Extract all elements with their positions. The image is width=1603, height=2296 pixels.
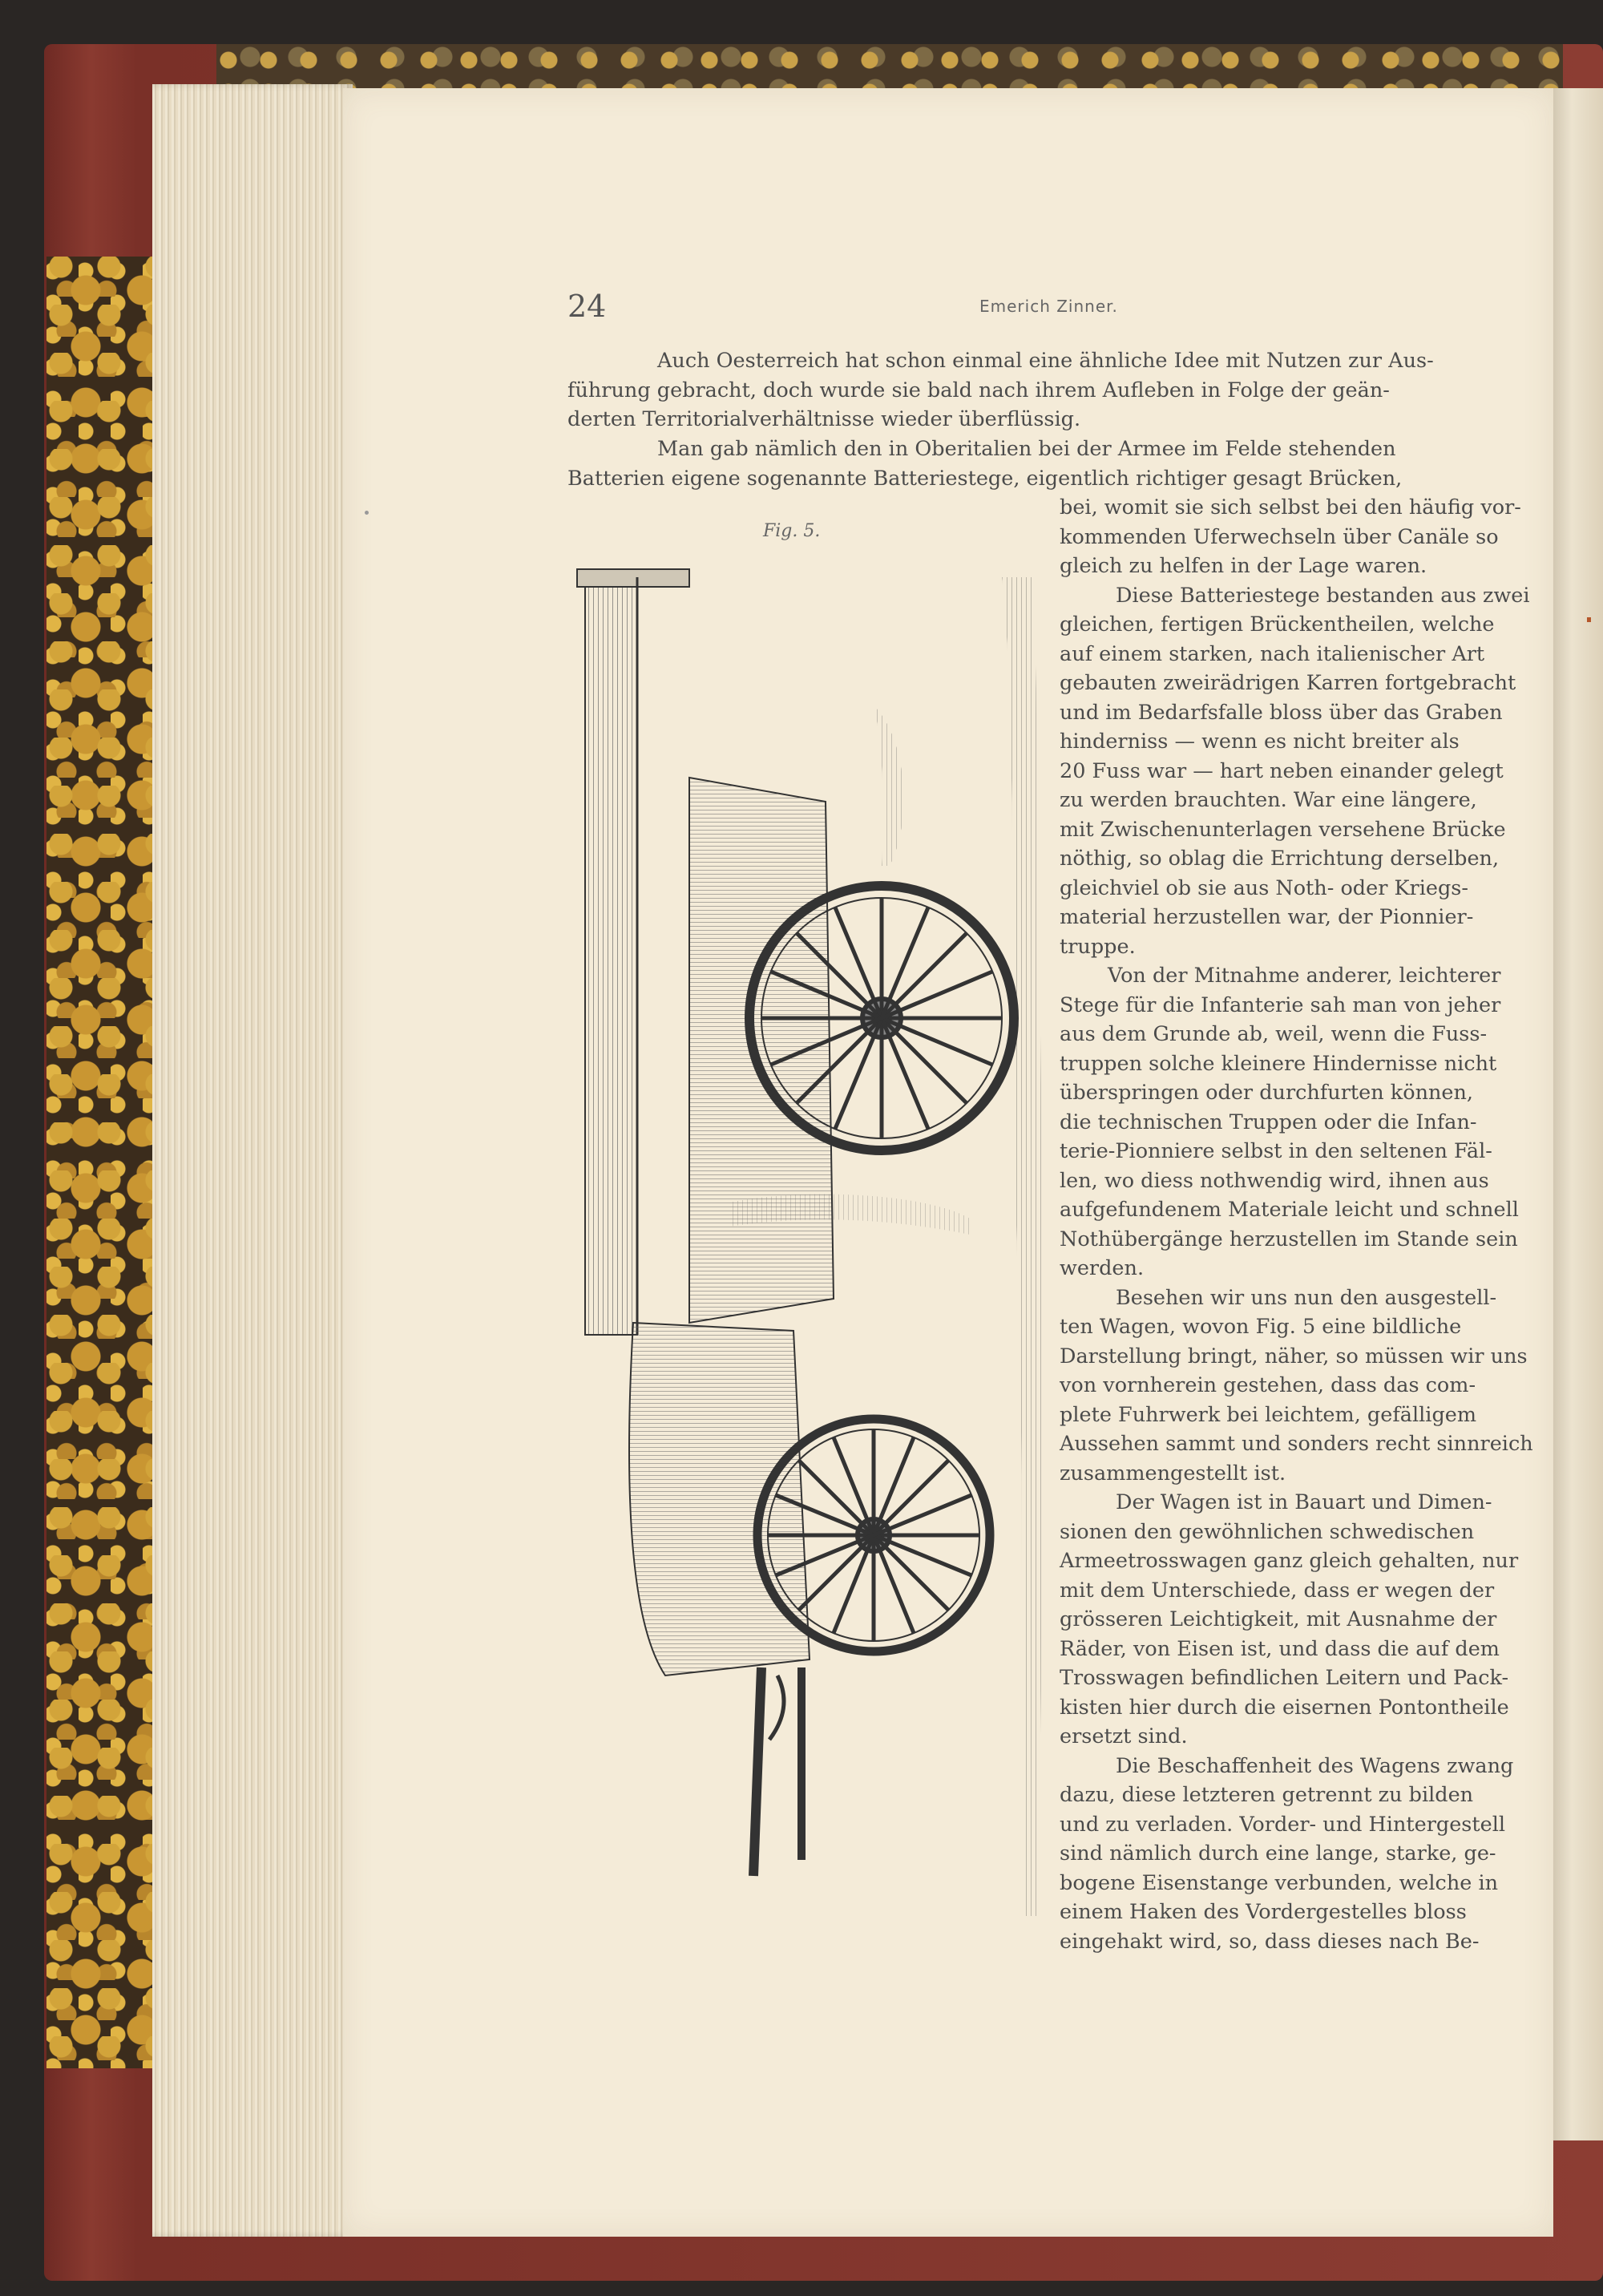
text-line: material herzustellen war, der Pionnier- (1060, 905, 1474, 929)
text-line: Auch Oesterreich hat schon einmal eine ähnliche Idee mit Nutzen zur Aus- (657, 349, 1434, 373)
text-line: überspringen oder durchfurten können, (1060, 1081, 1474, 1105)
facing-page-edge (1551, 88, 1603, 2140)
text-line: Man gab nämlich den in Oberitalien bei der Armee im Felde stehenden (657, 437, 1396, 461)
text-line: truppe. (1060, 934, 1136, 959)
wagon-illustration (569, 561, 1050, 1924)
text-line: Der Wagen ist in Bauart und Dimen- (1116, 1490, 1492, 1514)
text-line: sind nämlich durch eine lange, starke, ge- (1060, 1841, 1496, 1866)
text-line: Stege für die Infanterie sah man von jeher (1060, 992, 1501, 1017)
text-line: zu werden brauchten. War eine längere, (1060, 788, 1477, 812)
text-line: Von der Mitnahme anderer, leichterer (1108, 964, 1501, 988)
text-line: kisten hier durch die eisernen Pontontheile (1060, 1695, 1509, 1720)
text-line: aus dem Grunde ab, weil, wenn die Fuss- (1060, 1022, 1488, 1046)
text-line: auf einem starken, nach italienischer Art (1060, 641, 1485, 666)
text-line: bei, womit sie sich selbst bei den häufig vor- (1060, 495, 1521, 519)
text-line: von vornherein gestehen, dass das com- (1060, 1373, 1476, 1397)
text-line: zusammengestellt ist. (1060, 1461, 1286, 1486)
text-line: gleichen, fertigen Brückentheilen, welche (1060, 612, 1495, 637)
marbled-edge (46, 257, 155, 2068)
text-line: eingehakt wird, so, dass dieses nach Be- (1060, 1929, 1480, 1954)
marbled-endpaper-top (216, 44, 1563, 92)
page-number: 24 (567, 289, 607, 324)
text-line: ersetzt sind. (1060, 1724, 1188, 1748)
text-line: Batterien eigene sogenannte Batteriestege, eigentlich richtiger gesagt Brücken, (567, 466, 1403, 491)
text-line: Darstellung bringt, näher, so müssen wir uns (1060, 1344, 1528, 1368)
specks (365, 511, 369, 515)
text-line: gebauten zweirädrigen Karren fortgebracht (1060, 671, 1516, 695)
text-line: nöthig, so oblag die Errichtung derselben, (1060, 847, 1500, 871)
text-line: len, wo diess nothwendig wird, ihnen aus (1060, 1168, 1489, 1193)
text-line: sionen den gewöhnlichen schwedischen (1060, 1519, 1475, 1544)
text-line: Räder, von Eisen ist, und dass die auf dem (1060, 1636, 1500, 1661)
text-line: kommenden Uferwechseln über Canäle so (1060, 524, 1499, 549)
text-line: gleich zu helfen in der Lage waren. (1060, 554, 1427, 578)
text-line: ten Wagen, wovon Fig. 5 eine bildliche (1060, 1315, 1462, 1339)
text-line: hinderniss — wenn es nicht breiter als (1060, 730, 1460, 754)
text-line: 20 Fuss war — hart neben einander gelegt (1060, 758, 1504, 783)
text-line: werden. (1060, 1256, 1145, 1280)
text-line: und im Bedarfsfalle bloss über das Graben (1060, 700, 1503, 725)
text-line: grösseren Leichtigkeit, mit Ausnahme der (1060, 1607, 1497, 1631)
figure-label: Fig. 5. (763, 521, 821, 541)
text-line: und zu verladen. Vorder- und Hintergestell (1060, 1812, 1506, 1837)
text-line: terie-Pionniere selbst in den seltenen Fäl- (1060, 1139, 1492, 1163)
running-title: Emerich Zinner. (979, 297, 1118, 316)
text-line: truppen solche kleinere Hindernisse nicht (1060, 1051, 1497, 1076)
text-line: aufgefundenem Materiale leicht und schnell (1060, 1198, 1519, 1222)
text-line: bogene Eisenstange verbunden, welche in (1060, 1870, 1499, 1895)
text-line: plete Fuhrwerk bei leichtem, gefälligem (1060, 1402, 1477, 1427)
text-line: Diese Batteriestege bestanden aus zwei (1116, 583, 1530, 608)
column-text (1060, 493, 1533, 1956)
paragraph-1 (567, 346, 1525, 435)
text-line: Aussehen sammt und sonders recht sinnreich (1060, 1432, 1533, 1456)
text-line: Trosswagen befindlichen Leitern und Pack- (1060, 1666, 1509, 1690)
paragraph-2 (567, 435, 1525, 493)
text-line: führung gebracht, doch wurde sie bald nach ihrem Aufleben in Folge der geän- (567, 378, 1390, 402)
text-line: Armeetrosswagen ganz gleich gehalten, nur (1060, 1549, 1519, 1573)
text-line: mit dem Unterschiede, dass er wegen der (1060, 1578, 1495, 1603)
text-line: einem Haken des Vordergestelles bloss (1060, 1900, 1467, 1924)
page-stack-edge (152, 84, 353, 2237)
text-line: Die Beschaffenheit des Wagens zwang (1116, 1753, 1514, 1778)
text-line: Besehen wir uns nun den ausgestell- (1116, 1285, 1497, 1310)
text-line: mit Zwischenunterlagen versehene Brücke (1060, 817, 1506, 842)
specks-margin (1587, 617, 1591, 622)
text-line: derten Territorialverhältnisse wieder überflüssig. (567, 407, 1081, 431)
text-line: gleichviel ob sie aus Noth- oder Kriegs- (1060, 875, 1469, 900)
text-line: Nothübergänge herzustellen im Stande sein (1060, 1227, 1518, 1251)
text-line: die technischen Truppen oder die Infan- (1060, 1110, 1477, 1134)
text-line: dazu, diese letzteren getrennt zu bilden (1060, 1783, 1474, 1807)
